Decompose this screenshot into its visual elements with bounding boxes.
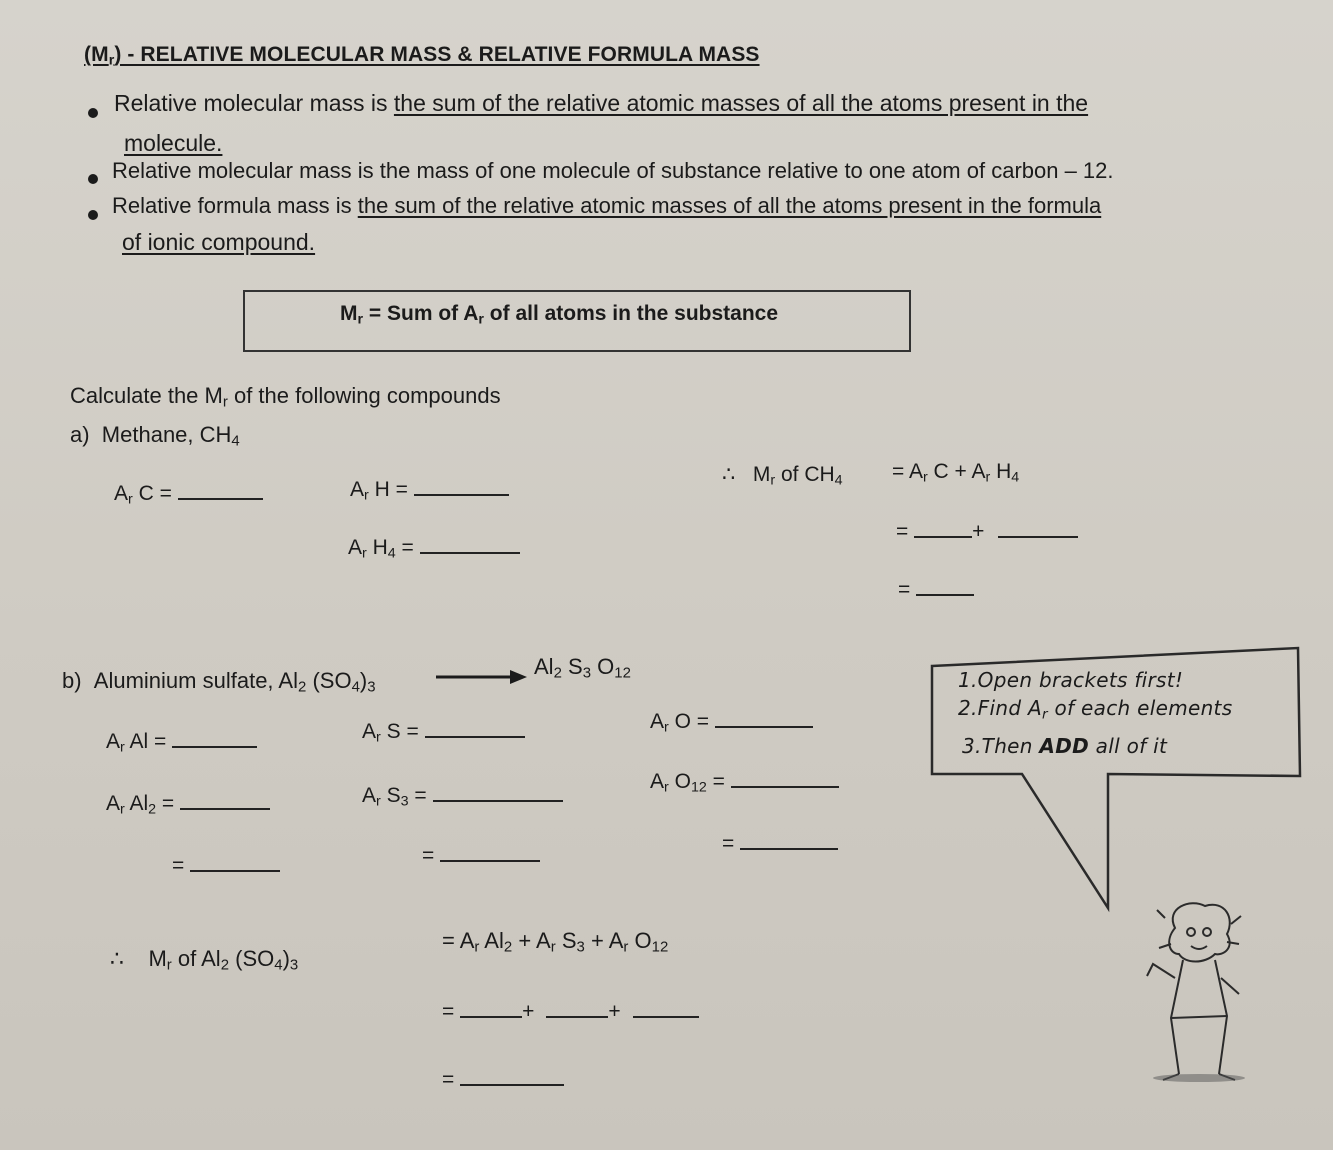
- right-arrow-icon: [436, 668, 528, 686]
- ar-s3-row: $A_r$ $S_3$ =: [362, 782, 563, 810]
- bullet-dot: [88, 174, 98, 184]
- bullet-1-text: Relative molecular mass is the sum of the relative atomic masses of all the atoms present in the: [114, 90, 1089, 116]
- callout-step-1: 1.Open brackets first!: [958, 668, 1184, 692]
- bullet-3-text: Relative formula mass is the sum of the relative atomic masses of all the atoms present in the formula: [112, 193, 1102, 218]
- answer-blank[interactable]: [178, 480, 263, 500]
- bullet-dot: [88, 108, 98, 118]
- answer-blank[interactable]: [998, 518, 1078, 538]
- ar-hydrogen-row: $A_r$ H =: [350, 476, 509, 504]
- answer-blank[interactable]: [914, 518, 972, 538]
- ar-o12-row: $A_r$ $O_{12}$ =: [650, 768, 839, 796]
- ar-s-row: $A_r$ S =: [362, 718, 525, 746]
- answer-blank[interactable]: [740, 830, 838, 850]
- mr-methane-substitution: = +: [896, 518, 1078, 544]
- answer-blank[interactable]: [731, 768, 839, 788]
- scientist-cartoon-icon: [1135, 898, 1255, 1084]
- mr-aluminium-sulfate-substitution: = + +: [442, 998, 699, 1024]
- callout-step-3: 3.Then ADD all of it: [962, 734, 1168, 758]
- bullet-dot: [88, 210, 98, 220]
- instruction-text: Calculate the $M_r$ of the following compounds: [70, 383, 501, 411]
- answer-blank[interactable]: [916, 576, 974, 596]
- answer-blank[interactable]: [433, 782, 563, 802]
- mr-methane-total: =: [898, 576, 974, 602]
- answer-blank[interactable]: [460, 998, 522, 1018]
- part-a-heading: a) Methane, $CH_4$: [70, 422, 240, 450]
- expanded-formula: $Al_2$ $S_3$ $O_{12}$: [534, 654, 631, 682]
- answer-blank[interactable]: [414, 476, 509, 496]
- ar-al-row: $A_r$ Al =: [106, 728, 257, 756]
- o-subtotal: =: [722, 830, 838, 856]
- al-subtotal: =: [172, 852, 280, 878]
- mr-methane-label: ∴ $M_r$ of $CH_4$: [722, 463, 843, 489]
- mr-methane-sum: = $A_r$ $C + A_r$ $H_4$: [892, 460, 1020, 486]
- callout-step-2: 2.Find $A_r$ of each elements: [958, 696, 1233, 723]
- answer-blank[interactable]: [180, 790, 270, 810]
- answer-blank[interactable]: [420, 534, 520, 554]
- mr-aluminium-sulfate-label: ∴ $M_r$ of $Al_2$ $(SO_4)_3$: [110, 946, 299, 974]
- formula-box-text: $M_r$ = Sum of $A_r$ of all atoms in the substance: [340, 302, 779, 328]
- s-subtotal: =: [422, 842, 540, 868]
- answer-blank[interactable]: [460, 1066, 564, 1086]
- bullet-2-text: Relative molecular mass is the mass of one molecule of substance relative to one atom of carbon – 12.: [112, 158, 1114, 183]
- answer-blank[interactable]: [715, 708, 813, 728]
- mr-aluminium-sulfate-total: =: [442, 1066, 564, 1092]
- ar-h4-row: $A_r$ $H_4$ =: [348, 534, 520, 562]
- answer-blank[interactable]: [425, 718, 525, 738]
- answer-blank[interactable]: [190, 852, 280, 872]
- answer-blank[interactable]: [633, 998, 699, 1018]
- answer-blank[interactable]: [546, 998, 608, 1018]
- bullet-3-continuation: of ionic compound.: [122, 229, 316, 255]
- answer-blank[interactable]: [172, 728, 257, 748]
- ar-carbon-row: $A_r$ C =: [114, 480, 263, 508]
- answer-blank[interactable]: [440, 842, 540, 862]
- mr-aluminium-sulfate-sum: = $A_r$ $Al_2 + A_r$ $S_3 + A_r$ $O_{12}$: [442, 928, 669, 956]
- bullet-1-continuation: molecule.: [124, 130, 223, 156]
- ar-o-row: $A_r$ O =: [650, 708, 813, 736]
- part-b-heading: b) Aluminium sulfate, $Al_2$ $(SO_4)_3$: [62, 668, 376, 696]
- page-title: $(M_r)$ - RELATIVE MOLECULAR MASS & RELATIVE FORMULA MASS: [84, 43, 760, 69]
- ar-al2-row: $A_r$ $Al_2$ =: [106, 790, 270, 818]
